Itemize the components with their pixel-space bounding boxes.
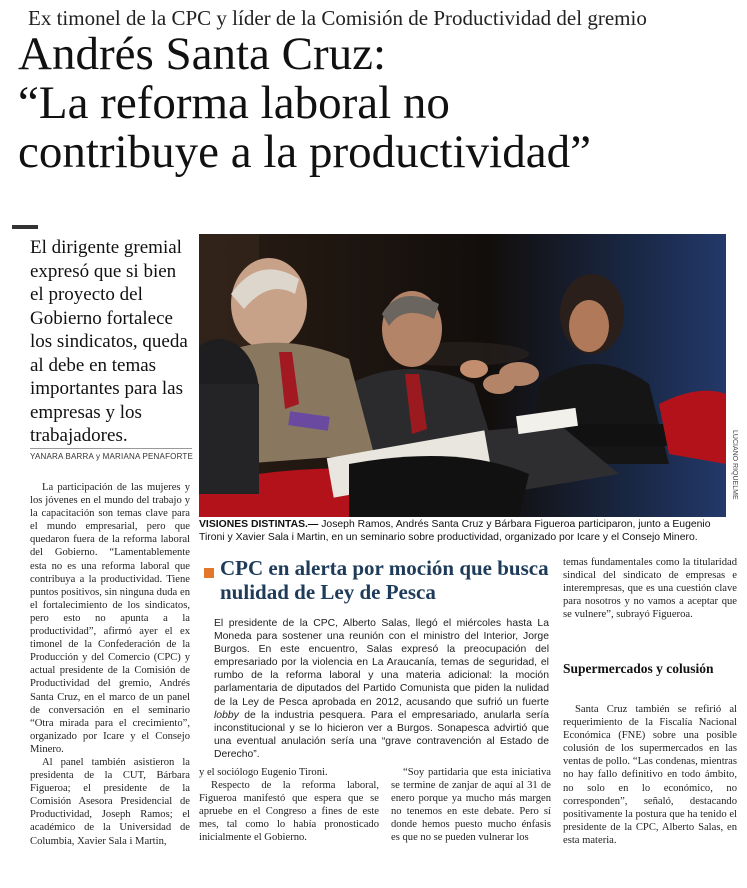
- sidebar-box-body: [214, 617, 549, 761]
- body-paragraph: temas fundamentales como la titularidad sindical del sindicato de empresas e interempresas, que es una cuestión clave para nosotros y no vamos a aceptar que se vulnere”, subrayó Figueroa.: [563, 557, 737, 621]
- sidebar-box-title: CPC en alerta por moción que busca nulidad de Ley de Pesca: [220, 556, 549, 604]
- section-subhead: Supermercados y colusión: [563, 661, 714, 676]
- box-body-italic: lobby: [214, 709, 239, 721]
- lead-marker: [12, 225, 38, 229]
- article-photo: [199, 234, 726, 517]
- headline-line-3: contribuye a la productividad”: [18, 126, 591, 178]
- box-square-icon: [204, 568, 214, 578]
- byline: YANARA BARRA y MARIANA PENAFORTE: [30, 452, 194, 461]
- box-body-text: El presidente de la CPC, Alberto Salas, llegó el miércoles hasta La Moneda para sostener una reunión con el ministro del Interior, Jorge Burgos. En este encuentro, Salas expresó la preocupación del empresariado por la violencia en La Araucanía, temas de seguridad, el rumbo de la reforma laboral y una materia adicional: la moción parlamentaria de diputados del Partido Comunista que piden la nulidad de la Ley de Pesca aprobada en 2012, acusando que sufrió un fuerte: [214, 618, 549, 708]
- body-column-2c-bottom: [391, 766, 551, 845]
- lead-paragraph: El dirigente gremial expresó que si bien el proyecto del Gobierno fortalece los sindicatos, queda al debe en temas importantes para las empresas y los trabajadores.: [30, 237, 188, 446]
- photo-caption: [199, 518, 729, 544]
- headline-line-2: “La reforma laboral no: [18, 77, 450, 129]
- byline-divider: [30, 448, 192, 449]
- body-column-2-bottom: [199, 766, 379, 845]
- body-paragraph: Respecto de la reforma laboral, Figueroa manifestó que espera que se apruebe en el Congreso a fines de este mes, tal como lo había pronosticado inicialmente el Gobierno.: [199, 780, 379, 844]
- article-kicker: Ex timonel de la CPC y líder de la Comisión de Productividad del gremio: [28, 6, 647, 30]
- article-headline: [18, 30, 738, 177]
- body-paragraph: La participación de las mujeres y los jóvenes en el mundo del trabajo y la capacitación son temas clave para el mundo empresarial, pero que quedaron fuera de la reforma laboral del Gobierno. “Lamentablemente esta no es una reforma laboral que contribuya a la productividad. Tiene puntos positivos, sin ninguna duda en el fortalecimiento de los sindicatos, pero esto no apunta a la productividad”, afirmó ayer el ex timonel de la Confederación de la Producción y del Comercio (CPC) y actual presidente de la Comisión de Productividad del gremio, Andrés Santa Cruz, en el marco de un panel de conversación en el seminario “Otra mirada para el crecimiento”, organizado por Icare y el Consejo Minero.: [30, 482, 190, 755]
- body-paragraph: Al panel también asistieron la presidenta de la CUT, Bárbara Figueroa; el presidente de la Comisión Asesora Presidencial de Productividad, Joseph Ramos; el académico de la Universidad de Columbia, Xavier Sala i Martin,: [30, 756, 190, 847]
- caption-label: VISIONES DISTINTAS.—: [199, 519, 319, 530]
- photo-credit: LUCIANO RIQUELME: [731, 430, 738, 500]
- body-column-3-top: [563, 556, 737, 621]
- panel-photo-illustration: [199, 234, 726, 517]
- body-column-1: [30, 481, 190, 848]
- body-paragraph: y el sociólogo Eugenio Tironi.: [199, 767, 328, 778]
- body-column-3-bottom: [563, 703, 737, 847]
- body-paragraph: “Soy partidaria que esta iniciativa se termine de zanjar de aquí al 31 de enero porque ya mucho más margen no tenemos en este debate. Pero sí donde hemos puesto mucho énfasis es que no se pueden vulnerar los: [391, 767, 551, 844]
- caption-text: Joseph Ramos, Andrés Santa Cruz y Bárbara Figueroa participaron, junto a Eugenio Tironi y Xavier Sala i Martin, en un seminario sobre productividad, organizado por Icare y el Consejo Minero.: [199, 519, 711, 544]
- box-body-text-end: de la industria pesquera. Para el empresariado, anularla sería inconstitucional y se lo hicieron ver a Burgos. Sonapesca advirtió que una eventual anulación sería una “grave contravención al Estado de Derecho”.: [214, 709, 549, 760]
- headline-line-1: Andrés Santa Cruz:: [18, 28, 387, 80]
- body-paragraph: Santa Cruz también se refirió al requerimiento de la Fiscalía Nacional Económica (FNE) sobre una posible colusión de los supermercados en las ventas de pollo. “Las condenas, mientras no hay fallo definitivo en todo ámbito, no solo en lo económico, no corresponden”, señaló, destacando positivamente la postura que ha tenido el presidente de la CPC, Alberto Salas, en esta materia.: [563, 704, 737, 846]
